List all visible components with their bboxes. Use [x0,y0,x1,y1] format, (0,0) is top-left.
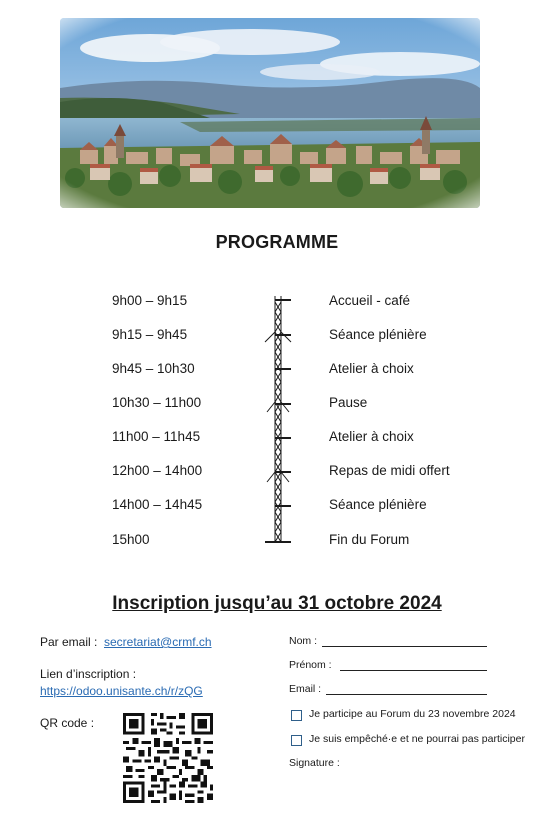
nom-field[interactable] [322,646,487,647]
programme-time: 9h45 – 10h30 [112,361,195,376]
programme-time: 15h00 [112,532,150,547]
programme-activity: Séance plénière [329,497,427,512]
programme-row [0,429,554,449]
programme-activity: Atelier à choix [329,361,414,376]
registration-link[interactable]: https://odoo.unisante.ch/r/zQG [40,684,203,698]
absent-checkbox[interactable] [291,735,302,746]
programme-activity: Fin du Forum [329,532,410,547]
absent-checkbox-label: Je suis empêché·e et ne pourrai pas participer [309,733,525,745]
prenom-label: Prénom : [289,659,332,671]
prenom-field[interactable] [340,670,487,671]
programme-time: 10h30 – 11h00 [112,395,202,410]
programme-activity: Atelier à choix [329,429,414,444]
signature-label: Signature : [289,757,340,769]
programme-time: 11h00 – 11h45 [112,429,201,444]
programme-time: 9h15 – 9h45 [112,327,188,342]
email-field-label: Email : [289,683,322,695]
participate-checkbox-label: Je participe au Forum du 23 novembre 2024 [309,708,516,720]
programme-time: 14h00 – 14h45 [112,497,203,512]
programme-row [0,532,554,552]
programme-activity: Accueil - café [329,293,411,308]
programme-row [0,361,554,381]
registration-title: Inscription jusqu’au 31 octobre 2024 [112,593,442,614]
registration-link-label: Lien d’inscription : [40,667,137,681]
programme-time: 9h00 – 9h15 [112,293,188,308]
email-label: Par email : [40,635,98,649]
programme-activity: Repas de midi offert [329,463,450,478]
lake-town-photo [60,18,480,208]
programme-row [0,327,554,347]
programme-time: 12h00 – 14h00 [112,463,203,478]
programme-row [0,395,554,415]
email-link[interactable]: secretariat@crmf.ch [104,635,212,649]
programme-row [0,497,554,517]
email-field[interactable] [326,694,487,695]
header-photo [60,18,480,208]
participate-checkbox[interactable] [291,710,302,721]
qr-code-image[interactable] [123,713,213,803]
programme-activity: Pause [329,395,368,410]
programme-activity: Séance plénière [329,327,427,342]
programme-title: PROGRAMME [215,232,339,252]
programme-row [0,293,554,313]
programme-row [0,463,554,483]
qr-label: QR code : [40,716,95,730]
nom-label: Nom : [289,635,318,647]
